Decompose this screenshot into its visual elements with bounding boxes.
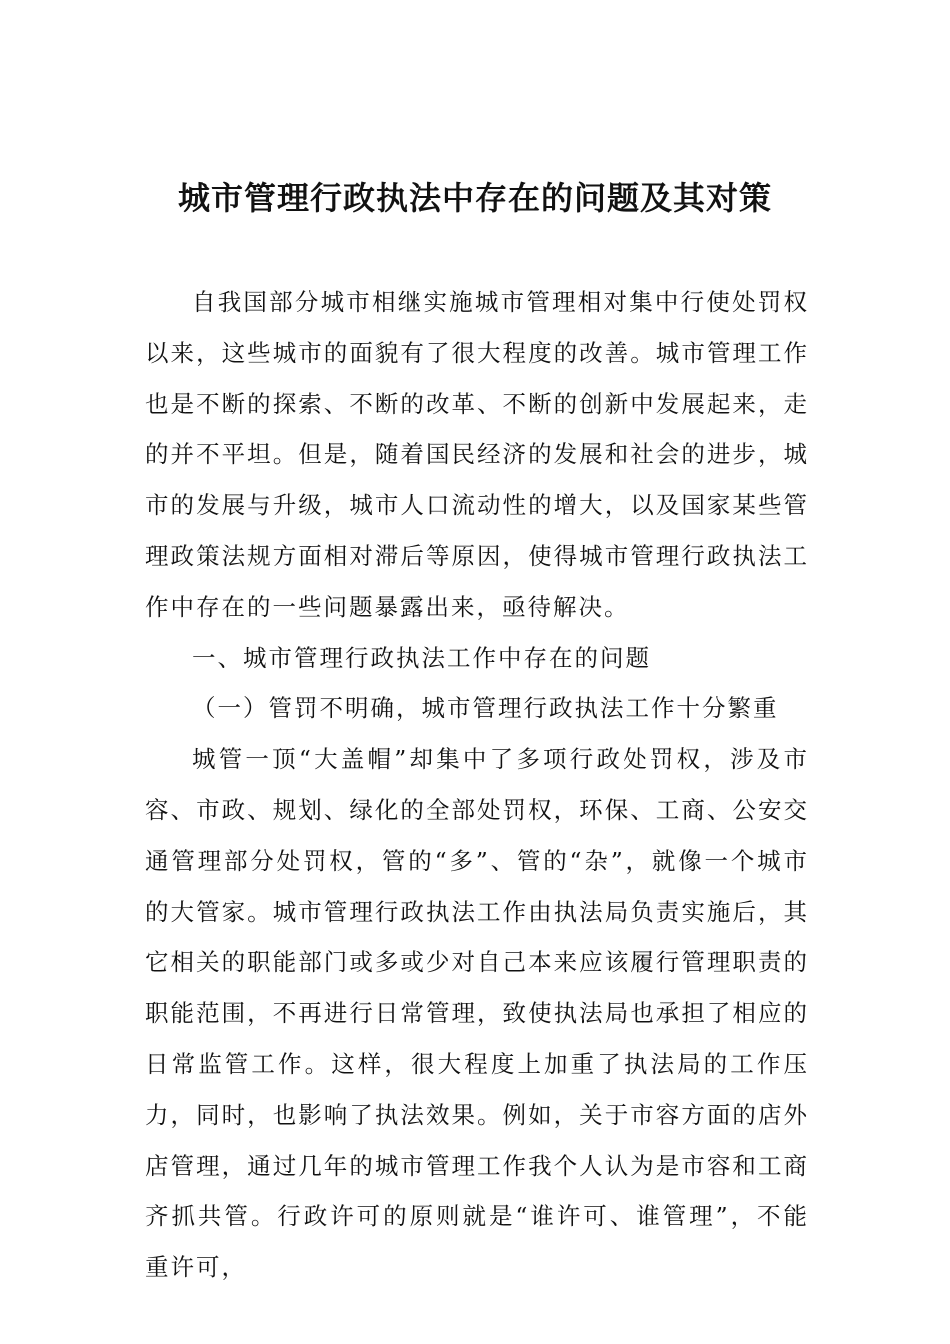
subsection-heading: （一）管罚不明确，城市管理行政执法工作十分繁重 bbox=[192, 694, 779, 723]
document-title: 城市管理行政执法中存在的问题及其对策 bbox=[177, 179, 772, 217]
intro-paragraph: 自我国部分城市相继实施城市管理相对集中行使处罚权以来，这些城市的面貌有了很大程度的改善。城市管理工作也是不断的探索、不断的改革、不断的创新中发展起来，走的并不平坦。但是，随着国民经济的发展和社会的进步，城市的发展与升级，城市人口流动性的增大，以及国家某些管理政策法规方面相对滞后等原因，使得城市管理行政执法工作中存在的一些问题暴露出来，亟待解决。 bbox=[145, 288, 809, 621]
section-heading: 一、城市管理行政执法工作中存在的问题 bbox=[192, 643, 651, 672]
document-body bbox=[145, 277, 809, 1293]
body-paragraph: 城管一顶“大盖帽”却集中了多项行政处罚权，涉及市容、市政、规划、绿化的全部处罚权，环保、工商、公安交通管理部分处罚权，管的“多”、管的“杂”，就像一个城市的大管家。城市管理行政执法工作由执法局负责实施后，其它相关的职能部门或多或少对自己本来应该履行管理职责的职能范围，不再进行日常管理，致使执法局也承担了相应的日常监管工作。这样，很大程度上加重了执法局的工作压力，同时，也影响了执法效果。例如，关于市容方面的店外店管理，通过几年的城市管理工作我个人认为是市容和工商齐抓共管。行政许可的原则就是“谁许可、谁管理”，不能重许可， bbox=[145, 745, 809, 1282]
